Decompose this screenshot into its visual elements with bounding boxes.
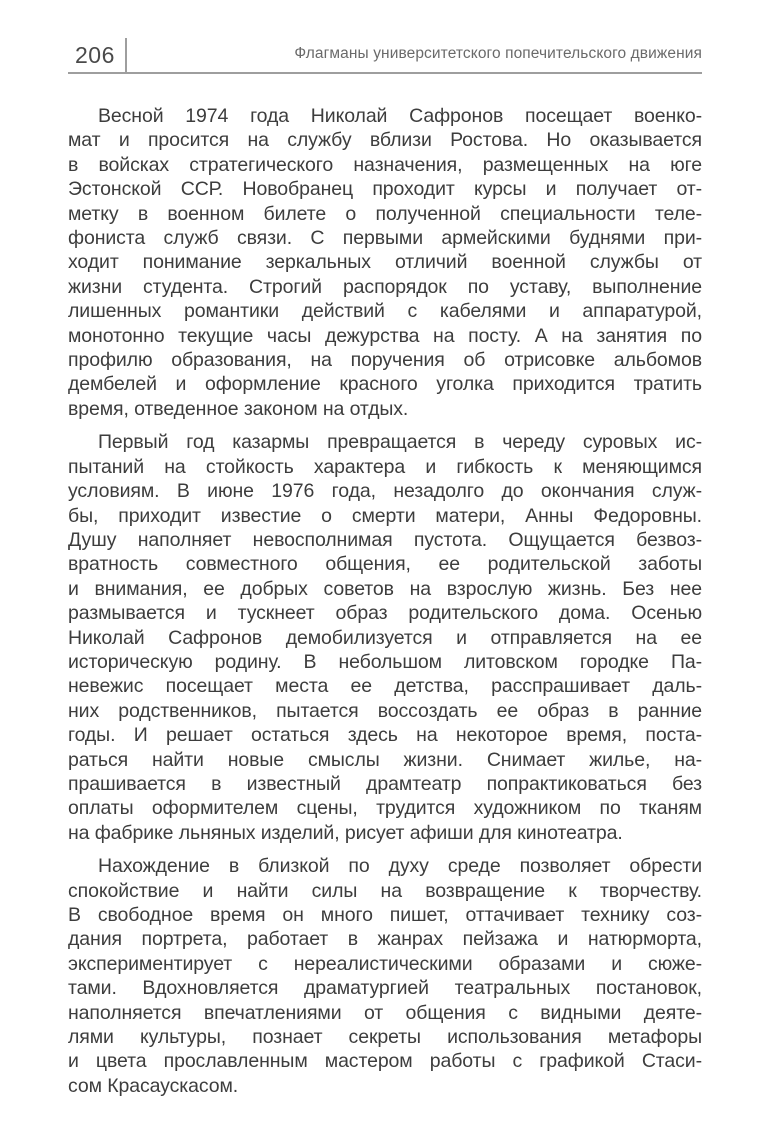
text-line: них родственников, пытается воссоздать ее образ в ранние bbox=[68, 699, 702, 722]
text-line: раться найти новые смыслы жизни. Снимает жилье, на- bbox=[68, 748, 702, 771]
text-line: размывается и тускнеет образ родительского дома. Осенью bbox=[68, 602, 702, 625]
text-line: и цвета прославленным мастером работы с графикой Стаси- bbox=[68, 1050, 702, 1073]
text-line: спокойствие и найти силы на возвращение к творчеству. bbox=[68, 879, 702, 902]
text-line: время, отведенное законом на отдых. bbox=[68, 397, 409, 420]
text-line: монотонно текущие часы дежурства на посту. А на занятия по bbox=[68, 324, 702, 347]
page-number: 206 bbox=[75, 41, 115, 68]
text-line: Весной 1974 года Николай Сафронов посещает военко- bbox=[98, 105, 702, 127]
text-line: Душу наполняет невосполнимая пустота. Ощущается безвоз- bbox=[68, 528, 702, 551]
text-line: вратность совместного общения, ее родительской заботы bbox=[68, 553, 702, 576]
text-line: Нахождение в близкой по духу среде позволяет обрести bbox=[98, 855, 702, 878]
text-line: Первый год казармы превращается в череду суровых ис- bbox=[98, 431, 702, 454]
text-line: на фабрике льняных изделий, рисует афиши для кинотеатра. bbox=[68, 821, 623, 844]
text-line: в войсках стратегического назначения, размещенных на юге bbox=[68, 153, 702, 176]
text-line: условиям. В июне 1976 года, незадолго до окончания служ- bbox=[68, 480, 702, 503]
text-line: мат и просится на службу вблизи Ростова. Но оказывается bbox=[68, 129, 702, 152]
text-line: невежис посещает места ее детства, расспрашивает даль- bbox=[68, 675, 702, 698]
text-line: пытаний на стойкость характера и гибкость к меняющимся bbox=[68, 455, 702, 478]
text-line: лишенных романтики действий с кабелями и аппаратурой, bbox=[68, 300, 702, 323]
body-text bbox=[68, 104, 702, 1098]
text-line: сом Красаускасом. bbox=[68, 1074, 239, 1097]
text-line: Николай Сафронов демобилизуется и отправляется на ее bbox=[68, 626, 702, 649]
text-line: тами. Вдохновляется драматургией театральных постановок, bbox=[68, 977, 702, 1000]
text-line: дания портрета, работает в жанрах пейзажа и натюрморта, bbox=[68, 928, 702, 951]
text-line: Эстонской ССР. Новобранец проходит курсы и получает от- bbox=[68, 178, 702, 201]
text-line: прашивается в известный драмтеатр попрактиковаться без bbox=[68, 772, 702, 795]
paragraph bbox=[68, 854, 702, 1098]
text-line: метку в военном билете о полученной специальности теле- bbox=[68, 202, 702, 225]
paragraph bbox=[68, 430, 702, 845]
paragraph bbox=[68, 104, 702, 421]
text-line: жизни студента. Строгий распорядок по уставу, выполнение bbox=[68, 275, 702, 298]
text-line: дембелей и оформление красного уголка приходится тратить bbox=[68, 373, 702, 396]
text-line: фониста служб связи. С первыми армейскими буднями при- bbox=[68, 227, 702, 250]
text-line: наполняется впечатлениями от общения с видными деяте- bbox=[68, 1001, 702, 1024]
text-line: экспериментирует с нереалистическими образами и сюже- bbox=[68, 952, 702, 975]
text-line: бы, приходит известие о смерти матери, Анны Федоровны. bbox=[68, 504, 702, 527]
text-line: лями культуры, познает секреты использования метафоры bbox=[68, 1026, 702, 1049]
text-line: историческую родину. В небольшом литовском городке Па- bbox=[68, 650, 702, 673]
text-line: ходит понимание зеркальных отличий военной службы от bbox=[68, 251, 702, 274]
text-line: профилю образования, на поручения об отрисовке альбомов bbox=[68, 349, 702, 372]
text-line: оплаты оформителем сцены, трудится художником по тканям bbox=[68, 797, 702, 820]
text-line: В свободное время он много пишет, оттачивает технику соз- bbox=[68, 904, 702, 926]
page-header bbox=[68, 38, 702, 74]
text-line: и внимания, ее добрых советов на взрослую жизнь. Без нее bbox=[68, 577, 702, 600]
running-title: Флагманы университетского попечительского движения bbox=[294, 45, 702, 62]
text-line: годы. И решает остаться здесь на некоторое время, поста- bbox=[68, 724, 702, 747]
